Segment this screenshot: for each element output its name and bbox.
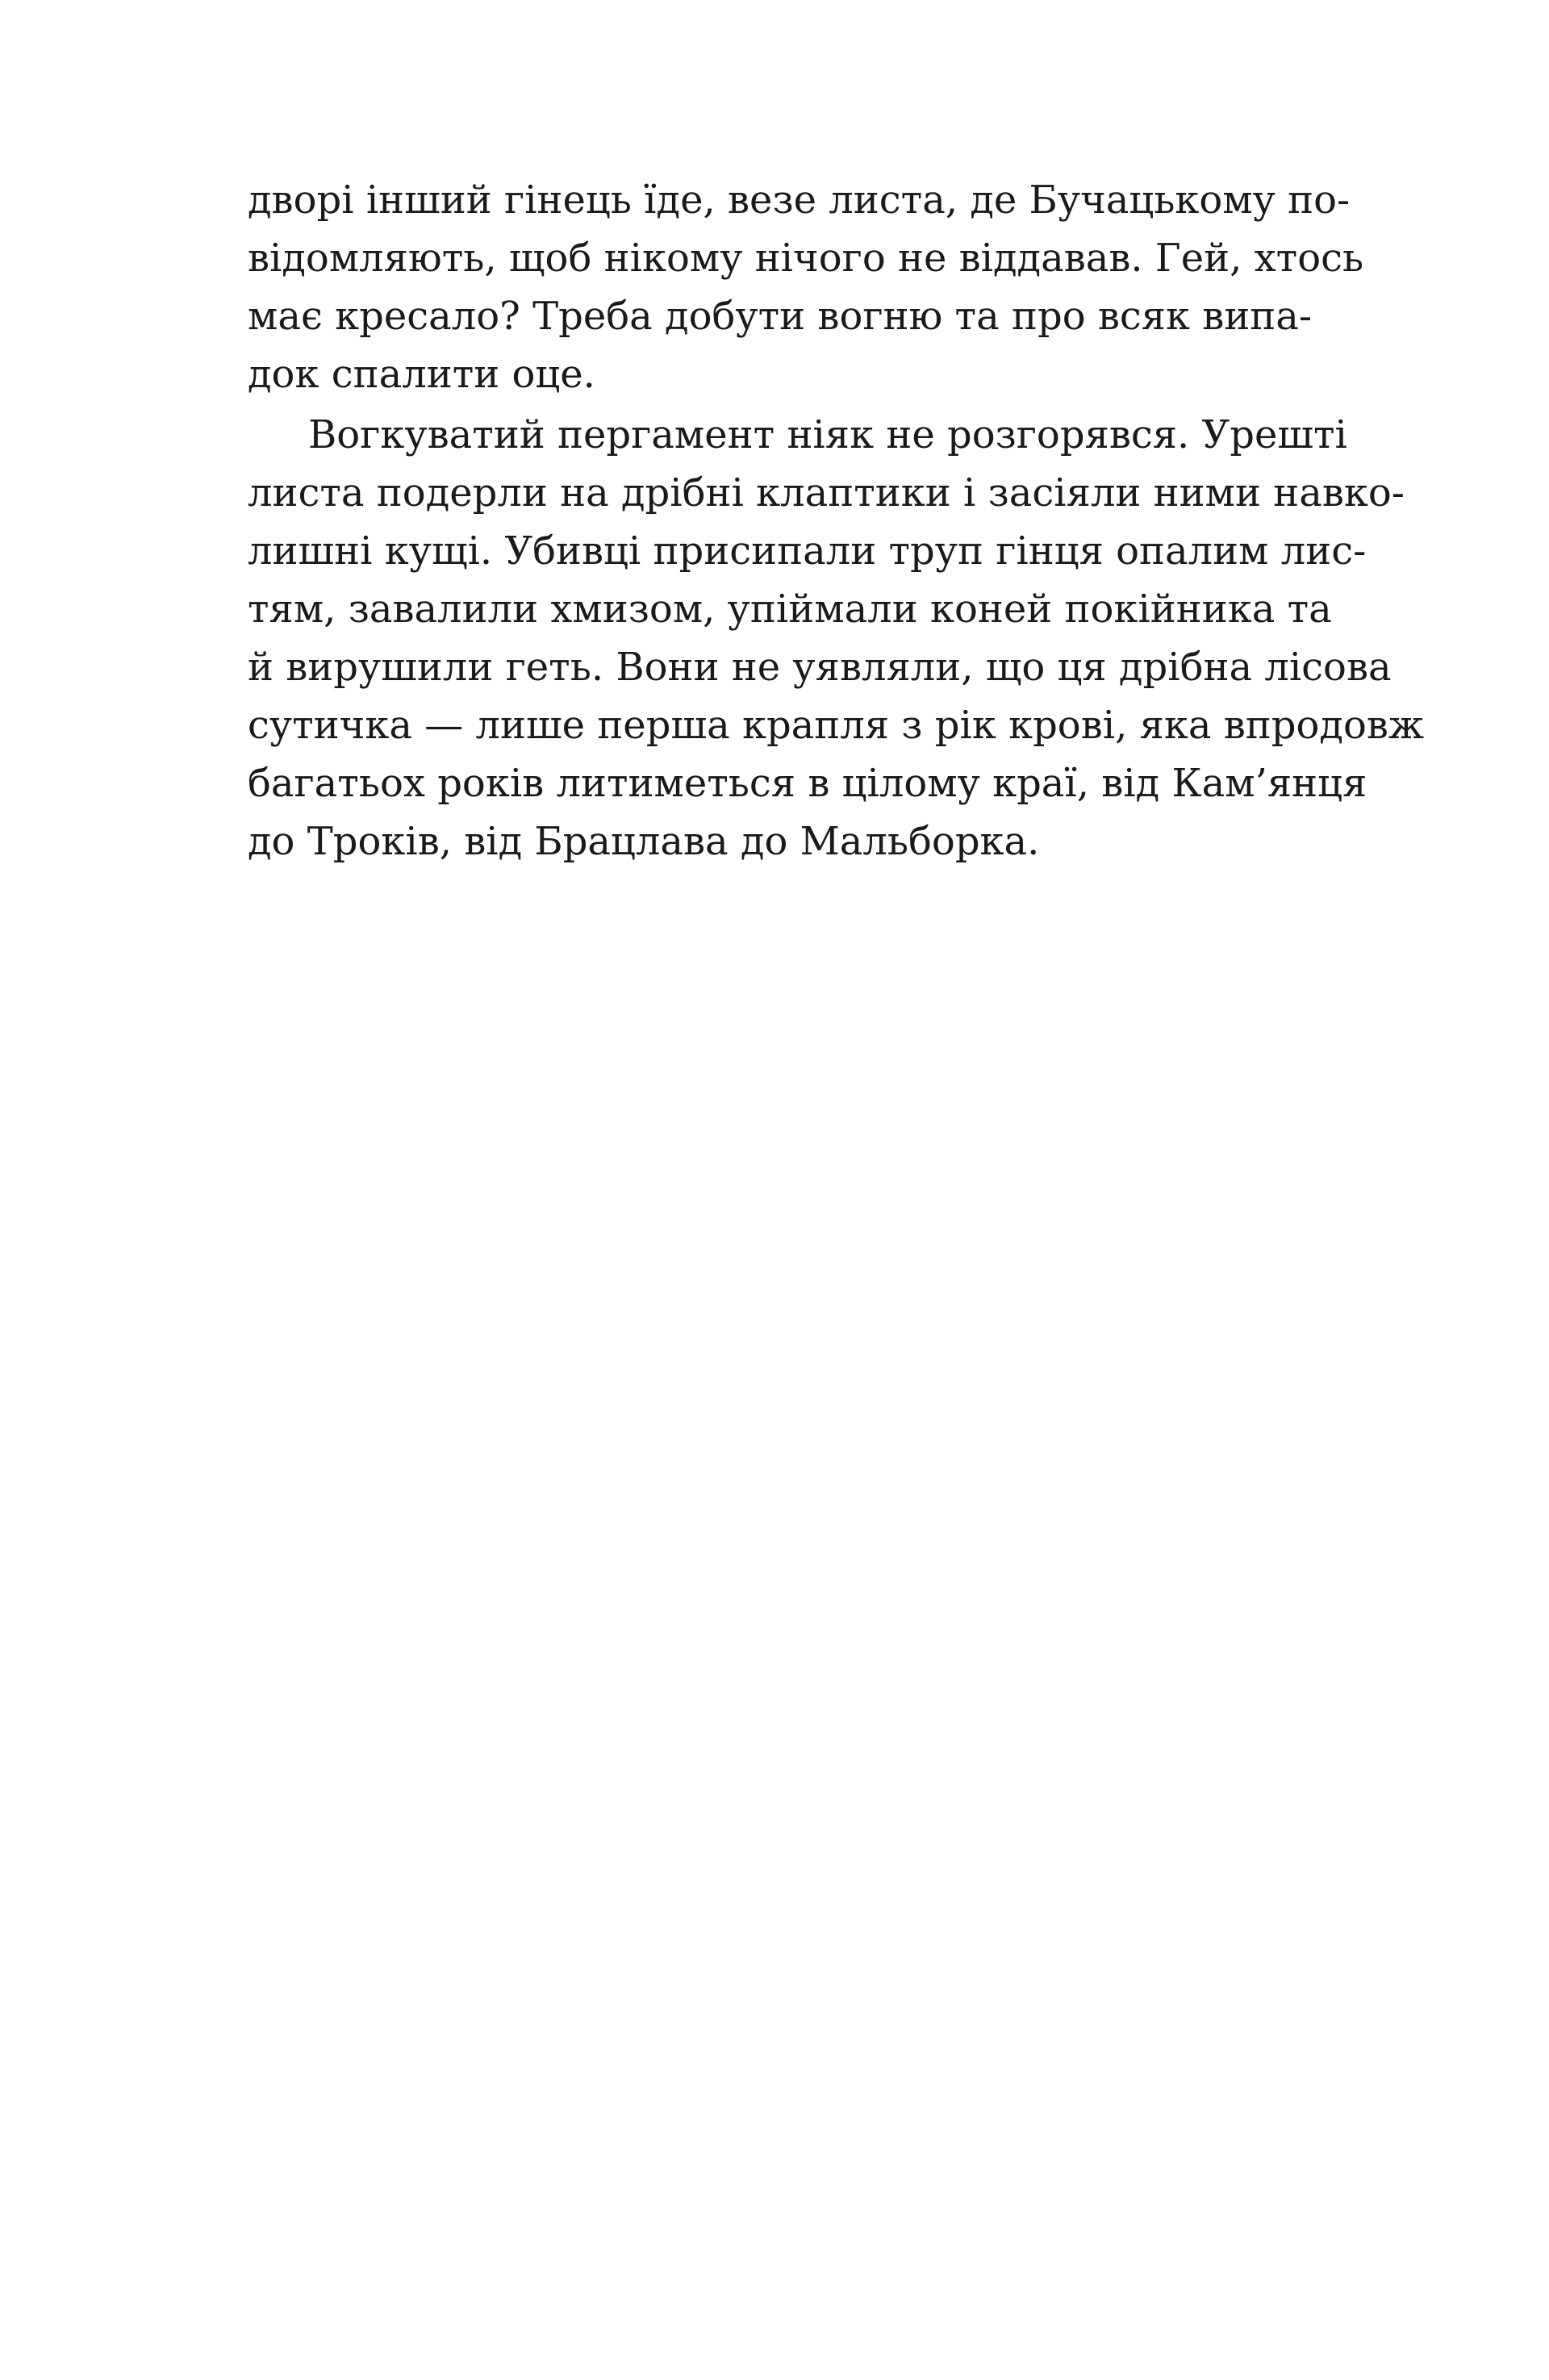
text-line: до Троків, від Брацлава до Мальборка. [248, 819, 1040, 864]
paragraph-1 [248, 171, 1364, 403]
text-line: лишні кущі. Убивці присипали труп гінця опалим лис- [248, 528, 1367, 574]
text-line: тям, завалили хмизом, упіймали коней покійника та [248, 587, 1332, 632]
body-text [248, 171, 1425, 871]
text-line: й вирушили геть. Вони не уявляли, що ця дрібна лісова [248, 645, 1392, 690]
text-line: дворі інший гінець їде, везе листа, де Бучацькому по- [248, 177, 1351, 223]
text-line: відомляють, щоб нікому нічого не віддавав. Гей, хтось [248, 236, 1364, 281]
text-line: сутичка — лише перша крапля з рік крові, яка впродовж [248, 703, 1425, 748]
paragraph-2 [248, 406, 1425, 871]
text-line: багатьох років литиметься в цілому краї, від Кам’янця [248, 761, 1367, 806]
text-line: листа подерли на дрібні клаптики і засіяли ними навко- [248, 470, 1405, 516]
text-line: має кресало? Треба добути вогню та про всяк випа- [248, 294, 1313, 339]
text-line: док спалити оце. [248, 352, 595, 397]
text-line: Вогкуватий пергамент ніяк не розгорявся. Урешті [308, 412, 1347, 457]
